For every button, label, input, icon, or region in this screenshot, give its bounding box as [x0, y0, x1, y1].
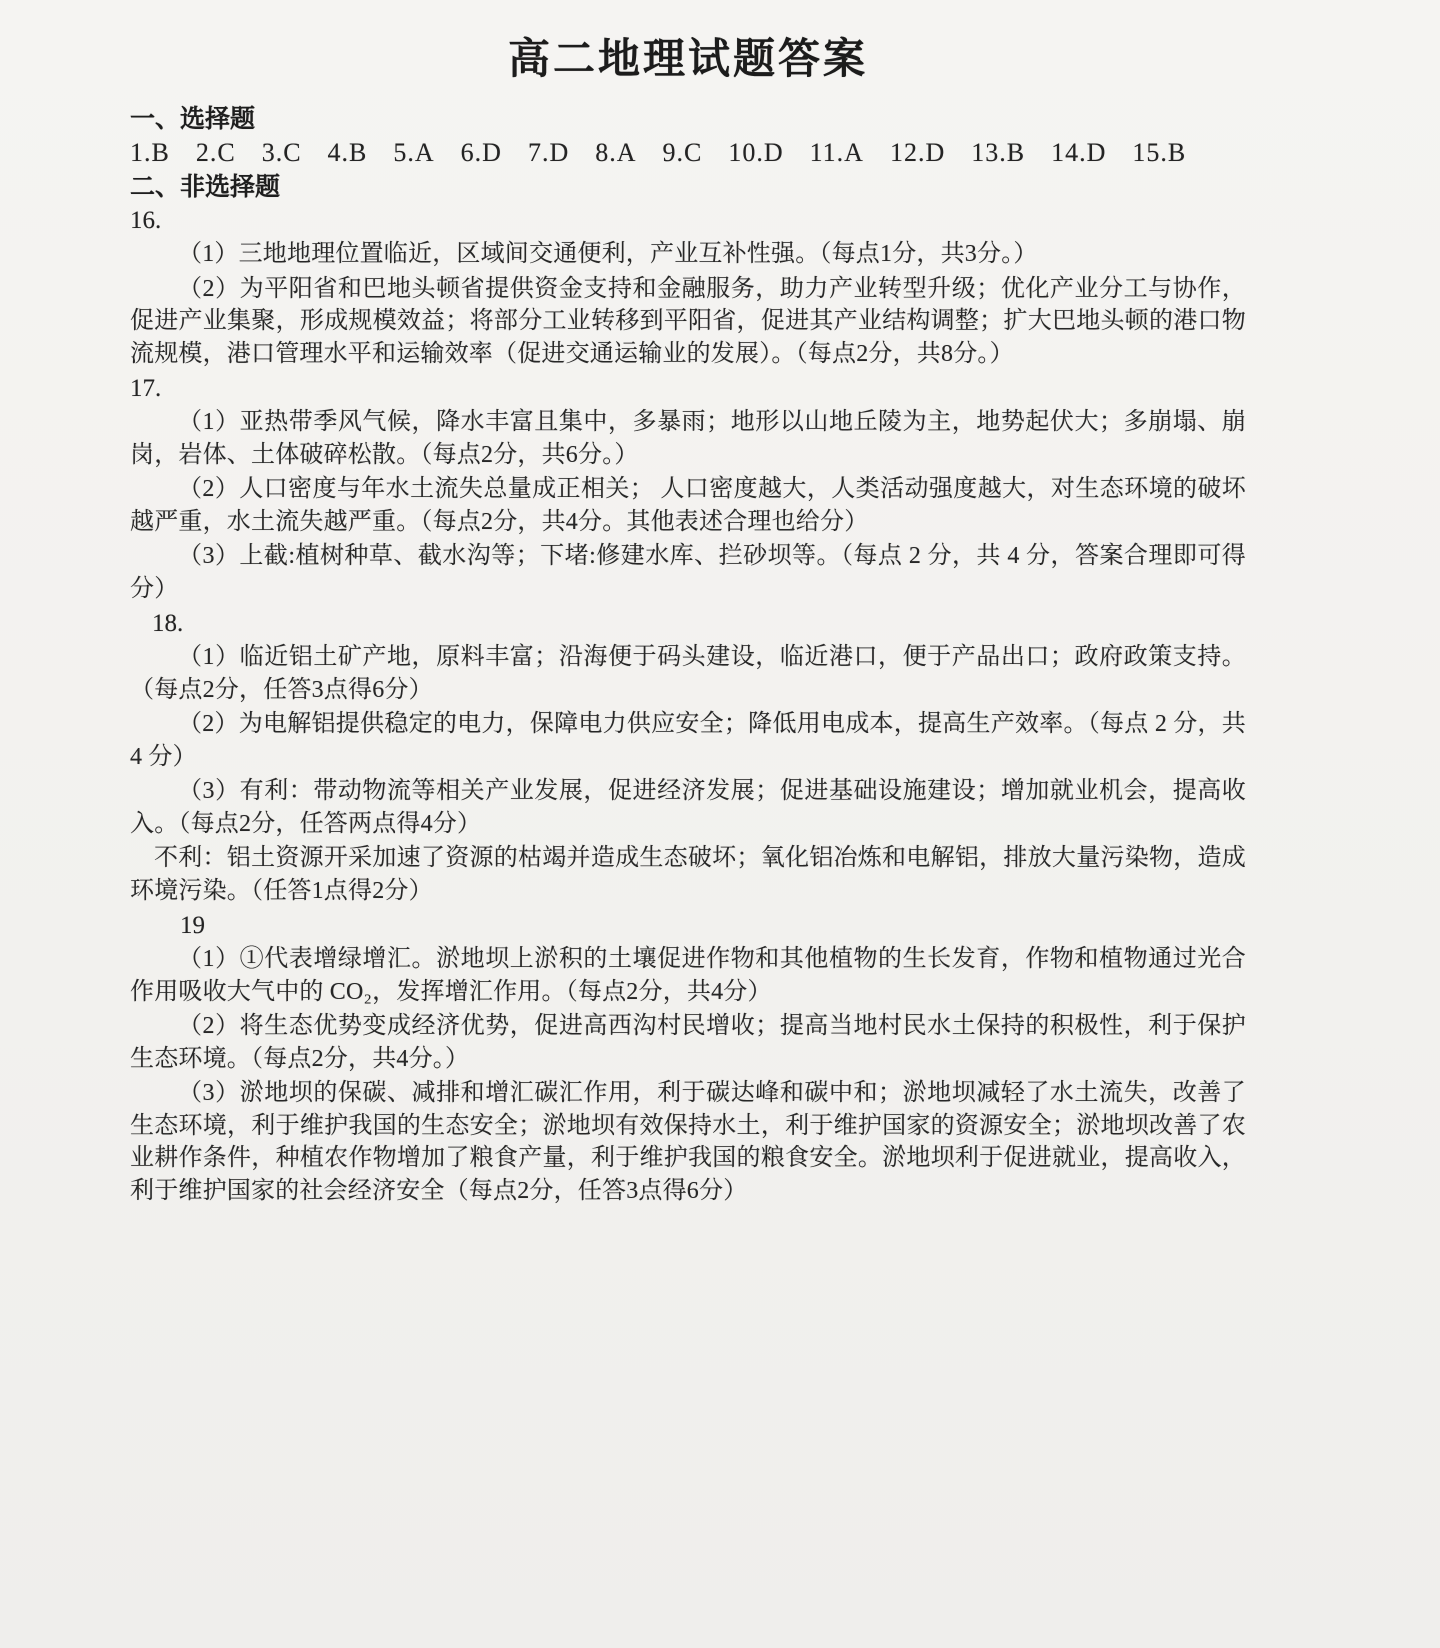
question-19-answer-3: （3）淤地坝的保碳、减排和增汇碳汇作用，利于碳达峰和碳中和；淤地坝减轻了水土流失，改善了生态环境，利于维护我国的生态安全；淤地坝有效保持水土，利于维护国家的资源安全；淤地坝改善了农业耕作条件，种植农作物增加了粮食产量，利于维护我国的粮食安全。淤地坝利于促进就业，提高收入，利于维护国家的社会经济安全（每点2分，任答3点得6分） — [130, 1080, 1246, 1204]
question-17-answer-1: （1）亚热带季风气候，降水丰富且集中，多暴雨；地形以山地丘陵为主，地势起伏大；多崩塌、崩岗，岩体、土体破碎松散。（每点2分，共6分。） — [130, 409, 1246, 468]
document-content — [130, 26, 1246, 1207]
question-17 — [130, 372, 1246, 605]
question-19 — [130, 909, 1246, 1207]
page-title: 高二地理试题答案 — [507, 37, 868, 83]
question-16 — [130, 204, 1246, 370]
section-heading-multiple-choice: 一、选择题 — [130, 105, 256, 133]
mc-answer: 12.D — [889, 138, 946, 167]
question-18 — [130, 607, 1246, 907]
mc-answer: 10.D — [728, 138, 784, 167]
mc-answer: 2.C — [195, 138, 236, 167]
mc-answer: 14.D — [1051, 138, 1107, 167]
mc-answer: 1.B — [130, 138, 170, 167]
question-16-answer-2: （2）为平阳省和巴地头顿省提供资金支持和金融服务，助力产业转型升级；优化产业分工与协作，促进产业集聚，形成规模效益；将部分工业转移到平阳省，促进其产业结构调整；扩大巴地头顿的港口物流规模，港口管理水平和运输效率（促进交通运输业的发展）。（每点2分，共8分。） — [130, 275, 1246, 367]
mc-answer: 5.A — [393, 138, 435, 167]
question-19-answer-1: （1）①代表增绿增汇。淤地坝上淤积的土壤促进作物和其他植物的生长发育，作物和植物通过光合作用吸收大气中的 CO₂，发挥增汇作用。（每点2分，共4分） — [130, 946, 1246, 1005]
mc-answer: 13.B — [971, 138, 1026, 167]
mc-answer: 4.B — [327, 138, 368, 167]
mc-answer: 9.C — [662, 138, 703, 167]
mc-answer: 15.B — [1132, 138, 1187, 167]
question-18-answer-1: （1）临近铝土矿产地，原料丰富；沿海便于码头建设，临近港口，便于产品出口；政府政策支持。（每点2分，任答3点得6分） — [130, 644, 1246, 703]
question-16-answer-1: （1）三地地理位置临近，区域间交通便利，产业互补性强。（每点1分，共3分。） — [178, 241, 1038, 267]
mc-answer: 6.D — [460, 138, 502, 167]
question-18-answer-2: （2）为电解铝提供稳定的电力，保障电力供应安全；降低用电成本，提高生产效率。（每点 2 分，共 4 分） — [130, 711, 1246, 770]
section-heading-non-multiple-choice: 二、非选择题 — [130, 173, 281, 201]
mc-answer: 3.C — [261, 138, 302, 167]
question-18-answer-3: （3）有利：带动物流等相关产业发展，促进经济发展；促进基础设施建设；增加就业机会，提高收入。（每点2分，任答两点得4分） — [130, 778, 1246, 837]
question-16-number: 16. — [130, 207, 162, 234]
mc-answer: 7.D — [527, 138, 570, 167]
mc-answer: 8.A — [595, 138, 637, 167]
question-19-answer-2: （2）将生态优势变成经济优势，促进高西沟村民增收；提高当地村民水土保持的积极性，利于保护生态环境。（每点2分，共4分。） — [130, 1013, 1246, 1072]
question-18-number: 18. — [152, 610, 184, 637]
question-17-answer-3: （3）上截:植树种草、截水沟等；下堵:修建水库、拦砂坝等。（每点 2 分，共 4 分，答案合理即可得分） — [130, 543, 1246, 602]
mc-answer: 11.A — [809, 138, 864, 167]
question-18-answer-3-disadvantage: 不利：铝土资源开采加速了资源的枯竭并造成生态破坏；氧化铝冶炼和电解铝，排放大量污染物，造成环境污染。（任答1点得2分） — [130, 845, 1246, 904]
question-19-number: 19 — [180, 912, 205, 939]
multiple-choice-answers — [130, 136, 1246, 170]
question-17-answer-2: （2）人口密度与年水土流失总量成正相关； 人口密度越大，人类活动强度越大，对生态环境的破坏越严重，水土流失越严重。（每点2分，共4分。其他表述合理也给分） — [130, 476, 1246, 535]
question-17-number: 17. — [130, 375, 162, 402]
